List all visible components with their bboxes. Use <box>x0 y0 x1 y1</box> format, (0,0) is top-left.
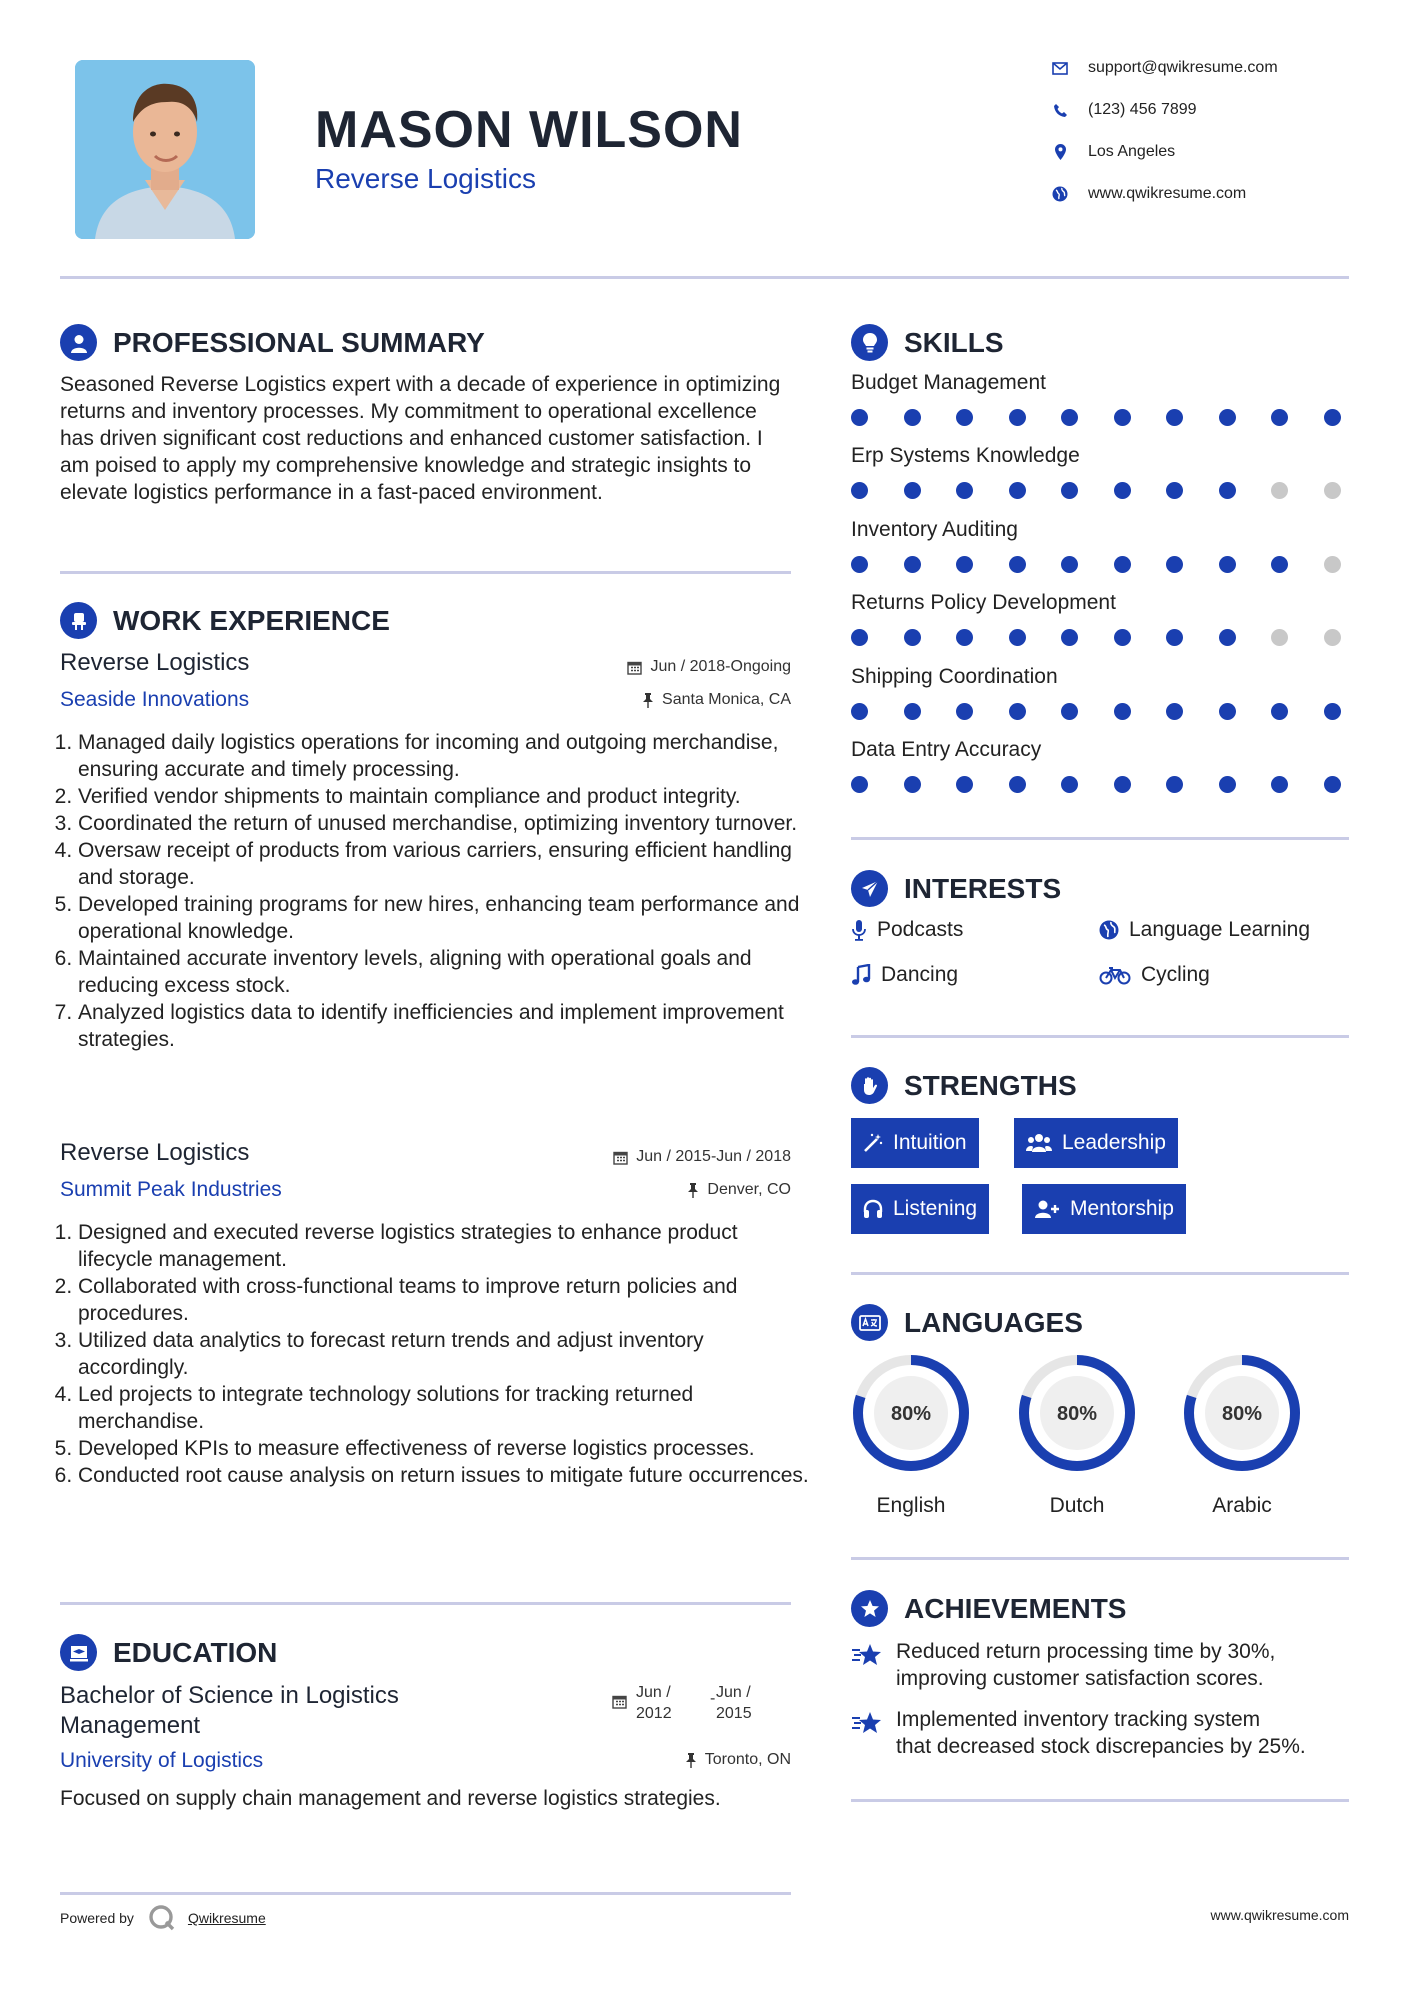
interests-heading <box>851 870 1061 907</box>
skill-rating <box>851 409 1341 426</box>
skill-rating <box>851 556 1341 573</box>
skill-name: Inventory Auditing <box>851 517 1018 541</box>
education-location-text: Toronto, ON <box>704 1751 791 1768</box>
skill-dot-filled <box>1009 482 1026 499</box>
education-degree-line-1: Bachelor of Science in Logistics <box>60 1682 399 1709</box>
profile-photo <box>75 60 255 239</box>
skill-dot-filled <box>1166 482 1183 499</box>
skill-dot-empty <box>1324 482 1341 499</box>
skill-dot-filled <box>1009 776 1026 793</box>
skill-dot-filled <box>1219 482 1236 499</box>
education-date-start-month: Jun / <box>636 1684 671 1701</box>
job-1-title: Reverse Logistics <box>60 649 250 676</box>
skill-name: Shipping Coordination <box>851 664 1058 688</box>
skill-dot-filled <box>1009 703 1026 720</box>
paper-plane-icon <box>851 870 888 907</box>
skill-dot-filled <box>1219 556 1236 573</box>
skill-dot-filled <box>1271 776 1288 793</box>
education-date <box>612 1682 792 1726</box>
skill-name: Budget Management <box>851 371 1046 394</box>
bicycle-icon <box>1099 965 1131 985</box>
skill-dot-filled <box>1009 556 1026 573</box>
skill-rating <box>851 482 1341 499</box>
job-1-duty: 1. Managed daily logistics operations for incoming and outgoing merchandise, ensuring accurate and timely processing. <box>78 729 818 783</box>
interest-label: Language Learning <box>1129 918 1311 941</box>
summary-text: Seasoned Reverse Logistics expert with a decade of experience in optimizing returns and inventory processes. My commitment to operational excellence has driven significant cost reductions and enhanced customer satisfaction. I am poised to apply my comprehensive knowledge and strategic insights to elevate logistics performance in a fast-paced environment. <box>60 373 781 504</box>
strength-label: Leadership <box>1062 1131 1166 1154</box>
job-1-duty: 4. Oversaw receipt of products from various carriers, ensuring efficient handling and storage. <box>78 837 818 891</box>
job-1-company: Seaside Innovations <box>60 688 250 711</box>
job-2-date-text: Jun / 2015-Jun / 2018 <box>636 1148 791 1165</box>
language-item <box>1182 1353 1302 1518</box>
skill-dot-filled <box>904 629 921 646</box>
user-icon <box>60 324 97 361</box>
skill-dot-filled <box>1219 776 1236 793</box>
pushpin-icon <box>685 1753 697 1768</box>
interest-item <box>851 918 963 942</box>
interests-divider <box>851 1035 1349 1038</box>
skill-row <box>851 738 1351 811</box>
skill-row <box>851 591 1351 664</box>
skill-dot-filled <box>904 409 921 426</box>
skill-dot-filled <box>956 409 973 426</box>
education-date-end-month: Jun / <box>716 1684 751 1701</box>
job-2-date <box>613 1148 791 1166</box>
hand-icon <box>851 1067 888 1104</box>
education-date-start <box>636 1682 672 1724</box>
achievement-item <box>851 1638 1349 1692</box>
skill-dot-filled <box>1114 409 1131 426</box>
skill-rating <box>851 629 1341 646</box>
skill-dot-filled <box>1166 409 1183 426</box>
microphone-icon <box>851 919 867 941</box>
skill-dot-filled <box>904 556 921 573</box>
experience-heading <box>60 602 390 639</box>
pushpin-icon <box>642 693 654 708</box>
skill-dot-empty <box>1271 482 1288 499</box>
education-date-end-year: 2015 <box>716 1705 752 1722</box>
globe-icon <box>1099 920 1119 940</box>
skill-dot-filled <box>1061 482 1078 499</box>
star-icon <box>851 1710 883 1738</box>
strength-badge <box>1022 1184 1186 1234</box>
achievement-text <box>896 1706 1349 1760</box>
language-name: Arabic <box>1212 1494 1272 1517</box>
skill-rating <box>851 703 1341 720</box>
achievements-title: ACHIEVEMENTS <box>904 1592 1127 1624</box>
skill-dot-filled <box>1009 629 1026 646</box>
job-1-duty: 6. Maintained accurate inventory levels, aligning with operational goals and reducing excess stock. <box>78 945 818 999</box>
interest-label: Podcasts <box>877 918 964 941</box>
graduation-icon <box>60 1634 97 1671</box>
experience-title: WORK EXPERIENCE <box>113 604 390 636</box>
skill-dot-filled <box>1166 629 1183 646</box>
calendar-icon <box>613 1150 628 1165</box>
job-2-location-text: Denver, CO <box>707 1181 791 1198</box>
language-icon <box>851 1304 888 1341</box>
skill-dot-filled <box>851 776 868 793</box>
skill-name: Erp Systems Knowledge <box>851 444 1080 468</box>
contact-website[interactable] <box>1050 184 1246 204</box>
education-school: University of Logistics <box>60 1749 264 1772</box>
skills-list <box>851 371 1351 811</box>
job-2-duty: 2. Collaborated with cross-functional teams to improve return policies and procedures. <box>78 1273 818 1327</box>
job-2-duties <box>60 1219 818 1489</box>
job-1-duty: 3. Coordinated the return of unused merchandise, optimizing inventory turnover. <box>78 810 818 837</box>
contact-phone-text: (123) 456 7899 <box>1088 101 1197 118</box>
interest-label: Cycling <box>1141 963 1210 986</box>
skills-heading <box>851 324 1004 361</box>
job-1-duty: 5. Developed training programs for new hires, enhancing team performance and operational knowledge. <box>78 891 818 945</box>
skill-dot-filled <box>851 629 868 646</box>
skill-dot-filled <box>1114 482 1131 499</box>
qwikresume-link[interactable]: Qwikresume <box>187 1910 266 1926</box>
skill-dot-filled <box>1114 556 1131 573</box>
education-heading <box>60 1634 277 1671</box>
header-divider <box>60 276 1349 279</box>
achievement-text <box>896 1638 1349 1692</box>
skill-dot-filled <box>1114 776 1131 793</box>
skill-dot-filled <box>1009 409 1026 426</box>
job-1-duties <box>60 729 818 1053</box>
strength-label: Mentorship <box>1070 1197 1174 1220</box>
job-2-duty: 5. Developed KPIs to measure effectiveness of reverse logistics processes. <box>78 1435 818 1462</box>
skill-row <box>851 444 1351 517</box>
summary-heading <box>60 324 485 361</box>
skill-dot-filled <box>904 776 921 793</box>
skill-dot-filled <box>851 409 868 426</box>
skill-dot-filled <box>1271 703 1288 720</box>
interest-item <box>1099 918 1310 942</box>
qwikresume-logo-icon <box>148 1904 176 1932</box>
job-1-location-text: Santa Monica, CA <box>662 691 791 708</box>
interest-item <box>851 963 958 987</box>
languages-list <box>851 1353 1351 1517</box>
experience-divider <box>60 1602 791 1605</box>
contact-location-text: Los Angeles <box>1088 143 1176 160</box>
job-2-duty: 6. Conducted root cause analysis on return issues to mitigate future occurrences. <box>78 1462 818 1489</box>
contact-email-text: support@qwikresume.com <box>1088 59 1278 76</box>
map-pin-icon <box>1050 142 1070 162</box>
skill-dot-filled <box>1061 409 1078 426</box>
skill-dot-filled <box>1324 703 1341 720</box>
star-badge-icon <box>851 1590 888 1627</box>
language-name: English <box>876 1494 946 1517</box>
skills-title: SKILLS <box>904 326 1004 358</box>
job-2-duty: 3. Utilized data analytics to forecast return trends and adjust inventory accordingly. <box>78 1327 818 1381</box>
skill-row <box>851 665 1351 738</box>
job-1-date-text: Jun / 2018-Ongoing <box>650 658 791 675</box>
magic-wand-icon <box>863 1133 883 1153</box>
skill-dot-filled <box>1219 629 1236 646</box>
skill-name: Data Entry Accuracy <box>851 737 1042 761</box>
summary-title: PROFESSIONAL SUMMARY <box>113 326 485 358</box>
envelope-icon <box>1050 58 1070 78</box>
job-2-title: Reverse Logistics <box>60 1139 250 1166</box>
skill-dot-filled <box>956 482 973 499</box>
education-degree <box>60 1681 399 1741</box>
achievement-line: Reduced return processing time by 30%, <box>896 1640 1276 1663</box>
skill-dot-filled <box>1061 703 1078 720</box>
strength-badge <box>851 1184 989 1234</box>
education-date-start-year: 2012 <box>636 1705 672 1722</box>
skill-dot-filled <box>1166 776 1183 793</box>
education-degree-line-2: Management <box>60 1712 201 1739</box>
language-item <box>851 1353 971 1518</box>
phone-icon <box>1050 100 1070 120</box>
skill-dot-filled <box>956 556 973 573</box>
language-name: Dutch <box>1049 1494 1105 1517</box>
achievement-line: improving customer satisfaction scores. <box>896 1667 1264 1690</box>
pushpin-icon <box>687 1183 699 1198</box>
skill-dot-filled <box>904 482 921 499</box>
skill-dot-filled <box>1061 556 1078 573</box>
candidate-name: MASON WILSON <box>315 101 743 159</box>
skill-dot-empty <box>1324 629 1341 646</box>
contact-phone[interactable] <box>1050 100 1197 120</box>
footer-powered-by <box>60 1904 266 1932</box>
language-ring <box>1182 1353 1302 1473</box>
skill-dot-filled <box>851 556 868 573</box>
star-icon <box>851 1642 883 1670</box>
contact-website-text: www.qwikresume.com <box>1088 185 1247 202</box>
languages-title: LANGUAGES <box>904 1306 1083 1338</box>
job-1-duty: 7. Analyzed logistics data to identify inefficiencies and implement improvement strategies. <box>78 999 818 1053</box>
skill-dot-filled <box>1219 703 1236 720</box>
language-percent-label: 80% <box>1056 1403 1098 1425</box>
calendar-icon <box>627 660 642 675</box>
strength-label: Intuition <box>893 1131 967 1154</box>
achievements-divider <box>851 1799 1349 1802</box>
strength-label: Listening <box>893 1197 978 1220</box>
skill-dot-filled <box>1324 776 1341 793</box>
globe-icon <box>1050 184 1070 204</box>
education-date-sep: - <box>710 1690 716 1707</box>
interest-item <box>1099 963 1210 987</box>
interest-label: Dancing <box>881 963 959 986</box>
skill-dot-filled <box>1166 556 1183 573</box>
education-text: Focused on supply chain management and reverse logistics strategies. <box>60 1787 721 1810</box>
skill-dot-filled <box>1324 409 1341 426</box>
skill-dot-filled <box>851 482 868 499</box>
languages-divider <box>851 1557 1349 1560</box>
skill-dot-filled <box>1271 556 1288 573</box>
music-note-icon <box>851 964 871 986</box>
footer-website[interactable]: www.qwikresume.com <box>1210 1907 1349 1923</box>
language-item <box>1017 1353 1137 1518</box>
education-divider <box>60 1892 791 1895</box>
skill-dot-filled <box>1061 629 1078 646</box>
skill-name: Returns Policy Development <box>851 591 1116 615</box>
achievement-item <box>851 1706 1349 1760</box>
calendar-icon <box>612 1694 627 1709</box>
strength-badge <box>851 1118 979 1168</box>
skill-row <box>851 518 1351 591</box>
lightbulb-icon <box>851 324 888 361</box>
strengths-divider <box>851 1272 1349 1275</box>
skill-dot-filled <box>851 703 868 720</box>
skill-dot-filled <box>1061 776 1078 793</box>
skill-row <box>851 371 1351 444</box>
language-ring <box>1017 1353 1137 1473</box>
interests-title: INTERESTS <box>904 872 1062 904</box>
skill-dot-filled <box>904 703 921 720</box>
user-plus-icon <box>1034 1199 1060 1219</box>
skill-dot-filled <box>1114 629 1131 646</box>
language-ring <box>851 1353 971 1473</box>
job-2-duty: 4. Led projects to integrate technology solutions for tracking returned merchandise. <box>78 1381 818 1435</box>
languages-heading <box>851 1304 1083 1341</box>
achievement-line: Implemented inventory tracking system <box>896 1708 1261 1731</box>
strength-badge <box>1014 1118 1178 1168</box>
skill-dot-filled <box>1114 703 1131 720</box>
job-1-date <box>627 658 791 676</box>
skill-dot-empty <box>1324 556 1341 573</box>
education-date-end <box>716 1682 752 1724</box>
skill-dot-filled <box>956 703 973 720</box>
achievements-heading <box>851 1590 1126 1627</box>
skill-dot-empty <box>1271 629 1288 646</box>
skill-dot-filled <box>1219 409 1236 426</box>
contact-email[interactable] <box>1050 58 1278 78</box>
skill-dot-filled <box>956 629 973 646</box>
chair-icon <box>60 602 97 639</box>
contact-location <box>1050 142 1175 162</box>
candidate-role: Reverse Logistics <box>315 163 536 194</box>
education-title: EDUCATION <box>113 1636 278 1668</box>
users-icon <box>1026 1133 1052 1153</box>
skill-rating <box>851 776 1341 793</box>
skill-dot-filled <box>1271 409 1288 426</box>
job-2-location <box>687 1181 791 1199</box>
achievement-line: that decreased stock discrepancies by 25%. <box>896 1735 1306 1758</box>
summary-divider <box>60 571 791 574</box>
powered-by-label: Powered by <box>60 1910 134 1926</box>
strengths-heading <box>851 1067 1077 1104</box>
language-percent-label: 80% <box>890 1403 932 1425</box>
job-1-duty: 2. Verified vendor shipments to maintain compliance and product integrity. <box>78 783 818 810</box>
skill-dot-filled <box>956 776 973 793</box>
skills-divider <box>851 837 1349 840</box>
headphones-icon <box>863 1199 883 1219</box>
strengths-title: STRENGTHS <box>904 1069 1077 1101</box>
education-location <box>685 1751 791 1769</box>
job-2-duty: 1. Designed and executed reverse logistics strategies to enhance product lifecycle management. <box>78 1219 818 1273</box>
job-1-location <box>642 691 791 709</box>
skill-dot-filled <box>1166 703 1183 720</box>
job-2-company: Summit Peak Industries <box>60 1178 282 1201</box>
language-percent-label: 80% <box>1221 1403 1263 1425</box>
